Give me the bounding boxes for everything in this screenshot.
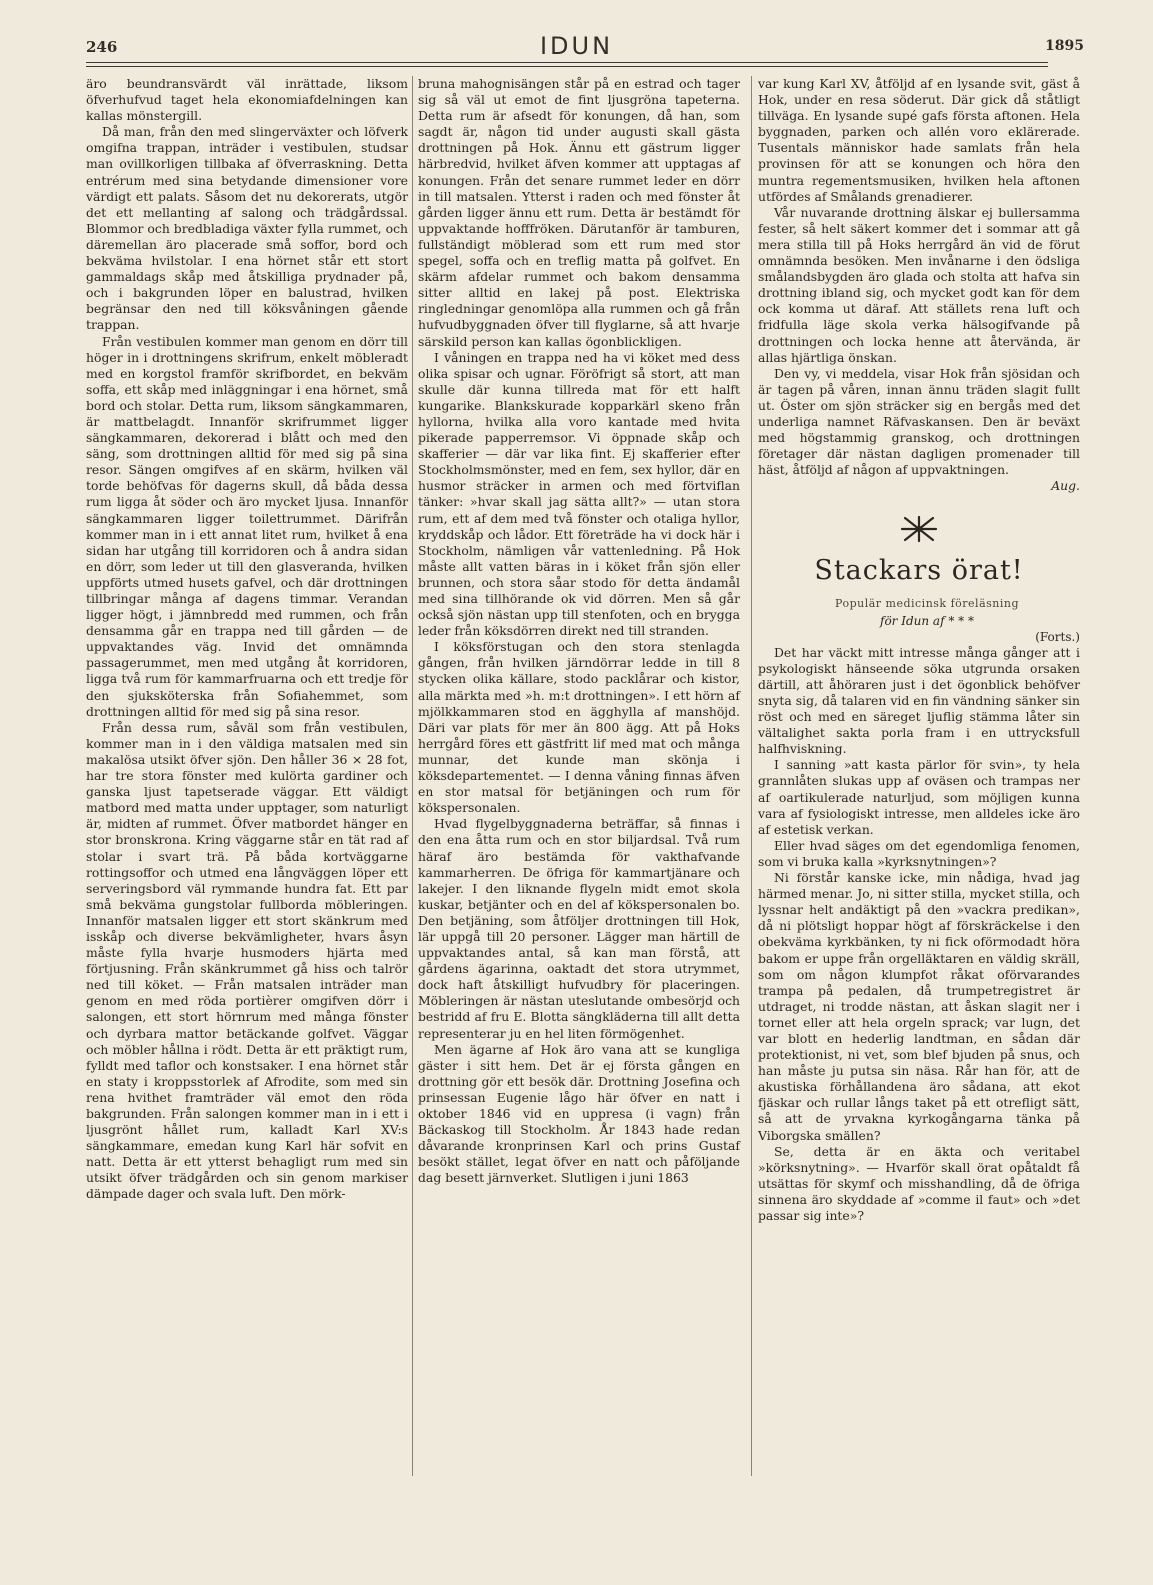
column-divider	[412, 76, 413, 1476]
paragraph: Vår nuvarande drottning älskar ej bullersamma fester, så helt säkert kommer det i sommar att gå mera stilla till på Hoks herrgård än vid de förut omnämnda besöken. Men invånarne i den ödsliga smålandsbygden äro glada och stolta att hafva sin drottning ibland sig, och mycket godt kan för dem ock komma ut däraf. Att ställets rena luft och fridfulla läge skola verka hälsogifvande på drottningen och locka henne att återvända, är allas hjärtliga önskan.	[758, 204, 1080, 365]
paragraph: var kung Karl XV, åtföljd af en lysande svit, gäst å Hok, under en resa söderut. Där gick då ståtligt tillväga. En lysande supé gafs första aftonen. Hela byggnaden, parken och allén voro eklärerade. Tusentals människor hade samlats från hela provinsen för att se konungen och höra den muntra regementsmusiken, hvilken hela aftonen utfördes af Smålands grenadierer.	[758, 76, 1080, 204]
paragraph: äro beundransvärdt väl inrättade, liksom öfverhufvud taget hela ekonomiafdelningen kan kallas mönstergill.	[86, 76, 408, 124]
paragraph: bruna mahognisängen står på en estrad och tager sig så väl ut emot de fint ljusgröna tapeterna. Detta rum är afsedt för konungen, då han, som sagdt är, någon tid under augusti skall gästa drottningen på Hok. Ännu ett gästrum ligger härbredvid, hvilket äfven kommer att upptagas af konungen. Från det senare rummet leder en dörr in till matsalen. Ytterst i raden och med fönster åt gården ligger ännu ett rum. Detta är bestämdt för uppvaktande hofffröken. Därutanför är tamburen, fullständigt möblerad som ett rum med stor spegel, soffa och en treflig matta på golfvet. En skärm afdelar rummet och bakom densamma sitter alltid en lakej på post. Elektriska ringledningar genomlöpa alla rummen och gå från hufvudbyggnaden öfver till flyglarne, så att hvarje särskild person kan kallas ögonblickligen.	[418, 76, 740, 349]
masthead-title: IDUN	[539, 32, 614, 60]
paragraph: Ni förstår kanske icke, min nådiga, hvad jag härmed menar. Jo, ni sitter stilla, mycket stilla, och lyssnar helt andäktigt på den »vackra predikan», då ni plötsligt hoppar högt af förskräckelse i den obekväma kyrkbänken, ty ni fick oförmodadt höra bakom er uppe från orgelläktaren en väldig skräll, som om någon klumpfot råkat oförvarandes trampa på pedalen, då trumpetregistret är utdraget, ni trodde nästan, att åskan slagit ner i tornet eller att hela orgeln sprack; var lugn, det var blott en hederlig landtman, en sådan där protektionist, ni vet, som blef bjuden på snus, och han måste ju putsa sin näsa. Rår han för, att de akustiska förhållandena äro sådana, att ekot fjäskar och rullar långs taket på ett otrefligt sätt, så att de yrvakna kyrkogångarna tänka på Viborgska smällen?	[758, 870, 1080, 1143]
article-subtitle: Populär medicinsk föreläsning	[834, 597, 1020, 611]
paragraph: Eller hvad säges om det egendomliga fenomen, som vi bruka kalla »kyrksnytningen»?	[758, 837, 1080, 869]
paragraph: Se, detta är en äkta och veritabel »körksnytning». — Hvarför skall örat opåtaldt få utsättas för skymf och misshandling, då de öfriga sinnena äro skyddade af »comme il faut» och »det passar sig inte»?	[758, 1143, 1080, 1223]
page-number: 246	[86, 38, 118, 56]
paragraph: Men ägarne af Hok äro vana att se kungliga gäster i sitt hem. Det är ej första gången en drottning gör ett besök där. Drottning Josefina och prinsessan Eugenie lågo här öfver en natt i oktober 1846 vid en uppresa (i vagn) från Bäckaskog till Stockholm. År 1843 hade redan dåvarande kronprinsen Karl och prins Gustaf besökt stället, legat öfver en natt och påföljande dag besett järnverket. Slutligen i juni 1863	[418, 1041, 740, 1186]
article-title: Stackars örat!	[814, 555, 1024, 587]
column-2	[418, 76, 740, 1186]
ornament-icon	[899, 514, 939, 544]
header-rule	[86, 62, 1048, 67]
column-3	[758, 76, 1080, 1224]
continuation-note: (Forts.)	[1035, 629, 1080, 644]
column-divider	[751, 76, 752, 1476]
paragraph: Den vy, vi meddela, visar Hok från sjösidan och är tagen på våren, innan ännu träden slagit fullt ut. Öster om sjön sträcker sig en bergås med det underliga namnet Räfvaskansen. Den är beväxt med högstammig granskog, och drottningen företager där nästan dagligen promenader till häst, åtföljd af någon af uppvaktningen.	[758, 365, 1080, 478]
paragraph: Från dessa rum, såväl som från vestibulen, kommer man in i den väldiga matsalen med sin makalösa utsikt öfver sjön. Den håller 36 × 28 fot, har tre stora fönster med kulörta gardiner och ganska ljust tapetserade väggar. Ett väldigt matbord med matta under upptager, som naturligt är, midten af rummet. Öfver matbordet hänger en stor bronskrona. Kring väggarne står en tät rad af stolar i svart trä. På båda kortväggarne rottingsoffor och utmed ena långväggen löper ett serveringsbord väl rymmande hundra fat. Ett par små bekväma gungstolar fullborda möbleringen. Innanför matsalen ligger ett stort skänkrum med isskåp och diverse bekvämligheter, hvars åsyn måste fylla hvarje husmoders hjärta med förtjusning. Från skänkrummet gå hiss och talrör ned till köket. — Från matsalen inträder man genom en med röda portièrer omgifven dörr i salongen, ett stort hörnrum med många fönster och dyrbara mattor betäckande golfvet. Väggar och möbler hållna i rödt. Detta är ett präktigt rum, fylldt med taflor och konstsaker. I ena hörnet står en staty i kroppsstorlek af Afrodite, som med sin rena hvithet framträder väl emot den röda bakgrunden. Från salongen kommer man in i ett i ljusgrönt hållet rum, kalladt Karl XV:s sängkammare, emedan kung Karl här sofvit en natt. Detta är ett ytterst behagligt rum med sin utsikt öfver trädgården och sin genom markiser dämpade dager och svala luft. Den mörk-	[86, 719, 408, 1202]
year: 1895	[1045, 38, 1084, 54]
paragraph: I sanning »att kasta pärlor för svin», ty hela grannlåten slukas upp af oväsen och trampas ner af oartikulerade naturljud, som möjligen kunna vara af fysiologiskt intresse, men alldeles icke äro af estetisk verkan.	[758, 757, 1080, 837]
paragraph: I våningen en trappa ned ha vi köket med dess olika spisar och ugnar. Föröfrigt så stort, att man skulle där kunna tillreda mat för ett halft kungarike. Blankskurade kopparkärl skeno från hyllorna, hvilka alla voro kantade med hvita pikerade papperremsor. Vi öppnade skåp och skafferier — där var lika fint. Ej skafferier efter Stockholmsmönster, med en fem, sex hyllor, där en husmor sträcker in armen och med förtviflan tänker: »hvar skall jag sätta allt?» — utan stora rum, ett af dem med två fönster och otaliga hyllor, kryddskåp och lådor. Ett företräde ha vi dock här i Stockholm, nämligen vår vattenledning. På Hok måste allt vatten bäras in i köket från sjön eller brunnen, och stora såar stodo för detta ändamål med sina tillhörande ok vid dörren. Men så går också sjön nästan upp till stenfoten, och en brygga leder från köksdörren direkt ned till stranden.	[418, 349, 740, 639]
paragraph: I köksförstugan och den stora stenlagda gången, från hvilken järndörrar ledde in till 8 stycken olika källare, stodo packlårar och kistor, alla märkta med »h. m:t drottningen». I ett hörn af mjölkkammaren stod en ägghylla af manshöjd. Däri var plats för mer än 800 ägg. Att på Hoks herrgård föres ett gästfritt lif med mat och många munnar, det kunde man skönja i köksdepartementet. — I denna våning finnas äfven en stor matsal för betjäningen och rum för kökspersonalen.	[418, 639, 740, 816]
column-1	[86, 76, 408, 1203]
paragraph: Det har väckt mitt intresse många gånger att i psykologiskt hänseende söka utgrunda orsaken därtill, att åhöraren just i det ögonblick behöfver snyta sig, då talaren vid en fin vändning sänker sin röst och med en säreget ljuflig stämma låter sin vältalighet sakta porla fram i en uttrycksfull halfhviskning.	[758, 644, 1080, 757]
article-byline: för Idun af * * *	[880, 613, 974, 628]
paragraph: Från vestibulen kommer man genom en dörr till höger in i drottningens skrifrum, enkelt möbleradt med en korgstol framför skrifbordet, en bekväm soffa, ett skåp med inläggningar i ena hörnet, små bord och stolar. Detta rum, liksom sängkammaren, är mattbelagdt. Innanför skrifrummet ligger sängkammaren, dekorerad i blått och med den säng, som drottningen alltid för med sig på sina resor. Sängen omgifves af en skärm, hvilken väl torde behöfvas för dagerns skull, då båda dessa rum ligga åt söder och äro mycket ljusa. Innanför sängkammaren ligger toilettrummet. Därifrån kommer man in i ett annat litet rum, hvilket å ena sidan har utgång till korridoren och å andra sidan en dörr, som leder ut till den glasveranda, hvilken uppförts utmed husets gafvel, och där drottningen tillbringar många af dagens timmar. Verandan ligger högt, i jämnbredd med rummen, och från densamma går en trappa ned till gården — de uppvaktandes väg. Invid det omnämnda passagerummet, men med utgång åt korridoren, ligga två rum för kammarfruarna och ett tredje för den sjuksköterska från Sofiahemmet, som drottningen alltid för med sig på sina resor.	[86, 333, 408, 719]
paragraph: Då man, från den med slingerväxter och löfverk omgifna trappan, inträder i vestibulen, studsar man ovillkorligen tillbaka af öfverraskning. Detta entrérum med sina betydande dimensioner vore värdigt ett palats. Såsom det nu dekorerats, utgör det ett mellanting af salong och trädgårdssal. Blommor och bredbladiga växter fylla rummet, och däremellan äro placerade små soffor, bord och bekväma hvilstolar. I ena hörnet står ett stort gammaldags skåp med åtskilliga prydnader på, och i bakgrunden löper en balustrad, hvilken begränsar den ned till köksvåningen gående trappan.	[86, 124, 408, 333]
author-signature: Aug.	[1051, 478, 1080, 494]
paragraph: Hvad flygelbyggnaderna beträffar, så finnas i den ena åtta rum och en stor biljardsal. Två rum häraf äro bestämda för vakthafvande kammarherren. De öfriga för kammartjänare och lakejer. I den liknande flygeln midt emot skola kuskar, betjänter och en del af kökspersonalen bo. Den betjäning, som åtföljer drottningen till Hok, lär uppgå till 20 personer. Lägger man härtill de uppvaktandes antal, så kan man förstå, att gårdens ägarinna, oaktadt det stora utrymmet, dock haft åtskilligt hufvudbry för placeringen. Möbleringen är nästan uteslutande ombesörjd och bestridd af fru E. Blotta sängkläderna till allt detta representerar ju en hel liten förmögenhet.	[418, 816, 740, 1041]
